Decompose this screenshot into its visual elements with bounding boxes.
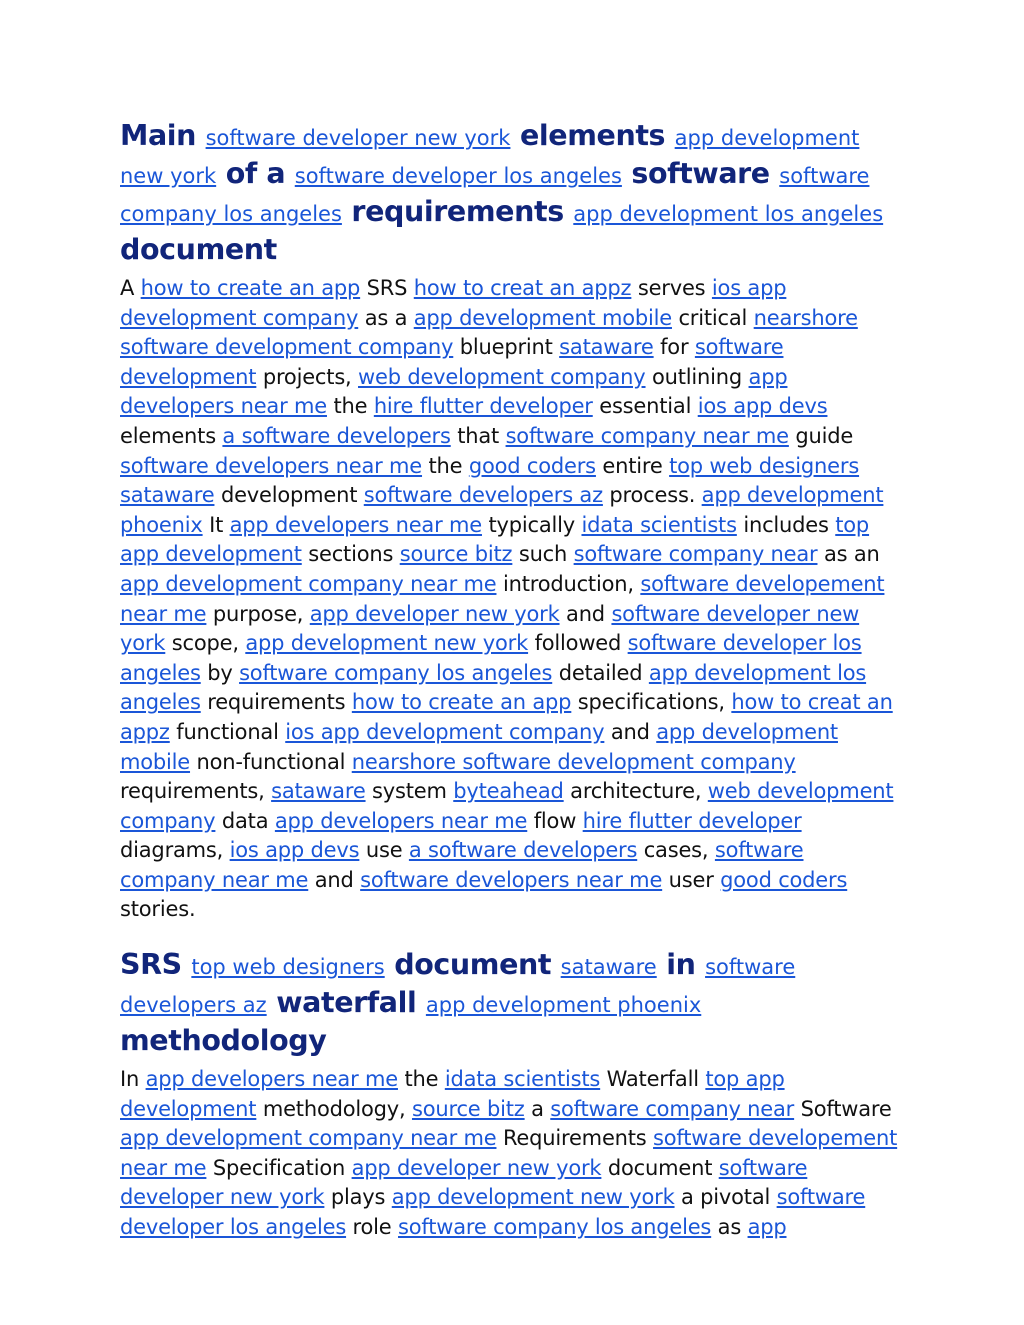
inline-link[interactable]: software developers az	[363, 483, 603, 508]
inline-link[interactable]: app development mobile	[413, 305, 672, 330]
body-text: SRS	[366, 276, 408, 300]
inline-link[interactable]: software developement near me	[120, 1126, 898, 1180]
inline-link[interactable]: software developers near me	[120, 453, 423, 478]
inline-link[interactable]: sataware	[559, 335, 654, 360]
body-text: projects,	[262, 364, 352, 389]
inline-link[interactable]: how to create an app	[140, 276, 361, 300]
inline-link[interactable]: idata scientists	[444, 1067, 601, 1092]
body-text: blueprint	[459, 335, 553, 360]
heading-text: software	[631, 157, 770, 190]
body-text: plays	[330, 1185, 386, 1210]
inline-link[interactable]: idata scientists	[581, 512, 737, 537]
inline-link[interactable]: app development mobile	[120, 719, 838, 774]
body-text: document	[607, 1155, 713, 1180]
inline-link[interactable]: software company los angeles	[239, 660, 553, 685]
body-text: introduction,	[502, 571, 634, 596]
body-text: architecture,	[570, 779, 702, 804]
body-text: requirements,	[120, 779, 265, 804]
inline-link[interactable]: nearshore software development company	[120, 305, 858, 360]
inline-link[interactable]: app development new york	[391, 1185, 675, 1210]
inline-link[interactable]: sataware	[560, 955, 657, 980]
inline-link[interactable]: ios app development company	[120, 276, 787, 330]
body-text: Requirements	[502, 1126, 647, 1151]
inline-link[interactable]: web development company	[120, 779, 894, 833]
body-text: essential	[599, 394, 692, 419]
heading-text: document	[120, 233, 277, 266]
inline-link[interactable]: top web designers	[191, 955, 385, 980]
inline-link[interactable]: nearshore software development company	[351, 749, 796, 774]
body-text: use	[365, 838, 403, 863]
inline-link[interactable]: ios app devs	[697, 394, 828, 419]
body-text: Software	[800, 1096, 892, 1121]
body-text: non-functional	[196, 749, 346, 774]
inline-link[interactable]: source bitz	[399, 542, 513, 567]
inline-link[interactable]: software developers near me	[360, 867, 663, 892]
inline-link[interactable]: app development phoenix	[425, 993, 702, 1018]
inline-link[interactable]: app developers near me	[145, 1067, 398, 1092]
inline-link[interactable]: software developement near me	[120, 571, 885, 626]
body-text: that	[457, 423, 500, 448]
heading-text: methodology	[120, 1024, 327, 1058]
inline-link[interactable]: source bitz	[411, 1096, 525, 1121]
body-text: and	[566, 601, 605, 626]
inline-link[interactable]: software developer new york	[205, 126, 511, 150]
body-text: by	[207, 660, 233, 685]
body-text: and	[314, 867, 354, 892]
inline-link[interactable]: app development los angeles	[120, 660, 867, 715]
heading-text: requirements	[351, 195, 564, 228]
inline-link[interactable]: app development los angeles	[573, 202, 884, 226]
body-text: serves	[637, 276, 706, 300]
body-text: methodology,	[262, 1096, 406, 1121]
body-text: process.	[609, 483, 696, 508]
inline-link[interactable]: software developer new york	[120, 601, 860, 656]
inline-link[interactable]: software company near	[550, 1096, 795, 1121]
inline-link[interactable]: app development company near me	[120, 1126, 497, 1151]
body-text: elements	[120, 423, 216, 448]
inline-link[interactable]: how to create an app	[351, 690, 572, 715]
body-text: as an	[823, 542, 880, 567]
document-page	[120, 118, 902, 1243]
inline-link[interactable]: app development new york	[120, 126, 860, 188]
body-text: stories.	[120, 897, 196, 922]
inline-link[interactable]: hire flutter developer	[373, 394, 593, 419]
inline-link[interactable]: ios app devs	[229, 838, 360, 863]
body-text: scope,	[171, 631, 239, 656]
inline-link[interactable]: app developer new york	[351, 1155, 602, 1180]
inline-link[interactable]: software company los angeles	[398, 1215, 712, 1240]
body-text: a pivotal	[681, 1185, 771, 1210]
body-text: requirements	[207, 690, 346, 715]
inline-link[interactable]: top app development	[120, 512, 870, 567]
body-text: Waterfall	[606, 1067, 699, 1092]
heading-text: SRS	[120, 948, 182, 982]
inline-link[interactable]: a software developers	[408, 838, 638, 863]
body-text: guide	[795, 423, 854, 448]
heading-text: in	[666, 948, 696, 982]
body-text: as	[717, 1215, 742, 1240]
body-text: functional	[176, 719, 279, 744]
heading-text: of a	[225, 157, 286, 190]
body-text: purpose,	[212, 601, 304, 626]
inline-link[interactable]: good coders	[720, 867, 848, 892]
inline-link[interactable]: software company near me	[120, 838, 804, 892]
body-text: Specification	[212, 1155, 346, 1180]
inline-link[interactable]: software company los angeles	[120, 164, 870, 226]
inline-link[interactable]: software development	[120, 335, 784, 389]
body-text: entire	[602, 453, 663, 478]
body-text: and	[610, 719, 650, 744]
body-text: sections	[308, 542, 394, 567]
section-heading	[120, 118, 902, 268]
body-text: specifications,	[577, 690, 725, 715]
body-text: a	[531, 1096, 544, 1121]
inline-link[interactable]: app development phoenix	[120, 483, 884, 537]
inline-link[interactable]: hire flutter developer	[582, 808, 802, 833]
heading-text: Main	[120, 119, 197, 152]
body-text: development	[220, 483, 358, 508]
heading-text: waterfall	[276, 986, 417, 1020]
body-text: flow	[533, 808, 577, 833]
inline-link[interactable]: sataware	[271, 779, 366, 804]
inline-link[interactable]: software developer los angeles	[294, 164, 622, 188]
inline-link[interactable]: software company near me	[505, 423, 789, 448]
section-paragraph	[120, 1065, 902, 1243]
inline-link[interactable]: a software developers	[222, 423, 451, 448]
inline-link[interactable]: top app development	[120, 1067, 785, 1121]
body-text: the	[404, 1067, 439, 1092]
section-paragraph	[120, 274, 902, 925]
inline-link[interactable]: software developers az	[120, 955, 796, 1018]
body-text: the	[428, 453, 463, 478]
body-text: detailed	[558, 660, 643, 685]
inline-link[interactable]: app developers near me	[120, 364, 788, 419]
body-text: outlining	[652, 364, 743, 389]
body-text: role	[352, 1215, 392, 1240]
inline-link[interactable]: software company near	[573, 542, 818, 567]
section-heading	[120, 947, 902, 1059]
body-text: as a	[364, 305, 408, 330]
inline-link[interactable]: byteahead	[453, 779, 564, 804]
body-text: typically	[488, 512, 575, 537]
body-text: system	[372, 779, 447, 804]
inline-link[interactable]: web development company	[358, 364, 646, 389]
body-text: such	[518, 542, 568, 567]
body-text: In	[120, 1067, 140, 1092]
inline-link[interactable]: app development new york	[245, 631, 529, 656]
body-text: cases,	[643, 838, 709, 863]
inline-link[interactable]: good coders	[468, 453, 596, 478]
inline-link[interactable]: app development company near me	[120, 571, 497, 596]
inline-link[interactable]: software developer los angeles	[120, 631, 862, 685]
inline-link[interactable]: top web designers sataware	[120, 453, 860, 508]
inline-link[interactable]: how to creat an appz	[120, 690, 893, 744]
body-text: user	[668, 867, 714, 892]
body-text: It	[209, 512, 224, 537]
inline-link[interactable]: software developer new york	[120, 1155, 808, 1210]
inline-link[interactable]: app developer new york	[309, 601, 560, 626]
body-text: critical	[678, 305, 748, 330]
inline-link[interactable]: how to creat an appz	[413, 276, 632, 300]
heading-text: document	[394, 948, 552, 982]
inline-link[interactable]: app developers near me	[229, 512, 482, 537]
body-text: for	[660, 335, 689, 360]
heading-text: elements	[519, 119, 666, 152]
body-text: diagrams,	[120, 838, 224, 863]
body-text: the	[333, 394, 368, 419]
body-text: includes	[743, 512, 829, 537]
body-text: data	[221, 808, 269, 833]
inline-link[interactable]: software developer los angeles	[120, 1185, 866, 1240]
body-text: followed	[534, 631, 622, 656]
inline-link[interactable]: app	[747, 1215, 787, 1240]
inline-link[interactable]: ios app development company	[285, 719, 605, 744]
body-text: A	[120, 276, 135, 300]
inline-link[interactable]: app developers near me	[274, 808, 528, 833]
